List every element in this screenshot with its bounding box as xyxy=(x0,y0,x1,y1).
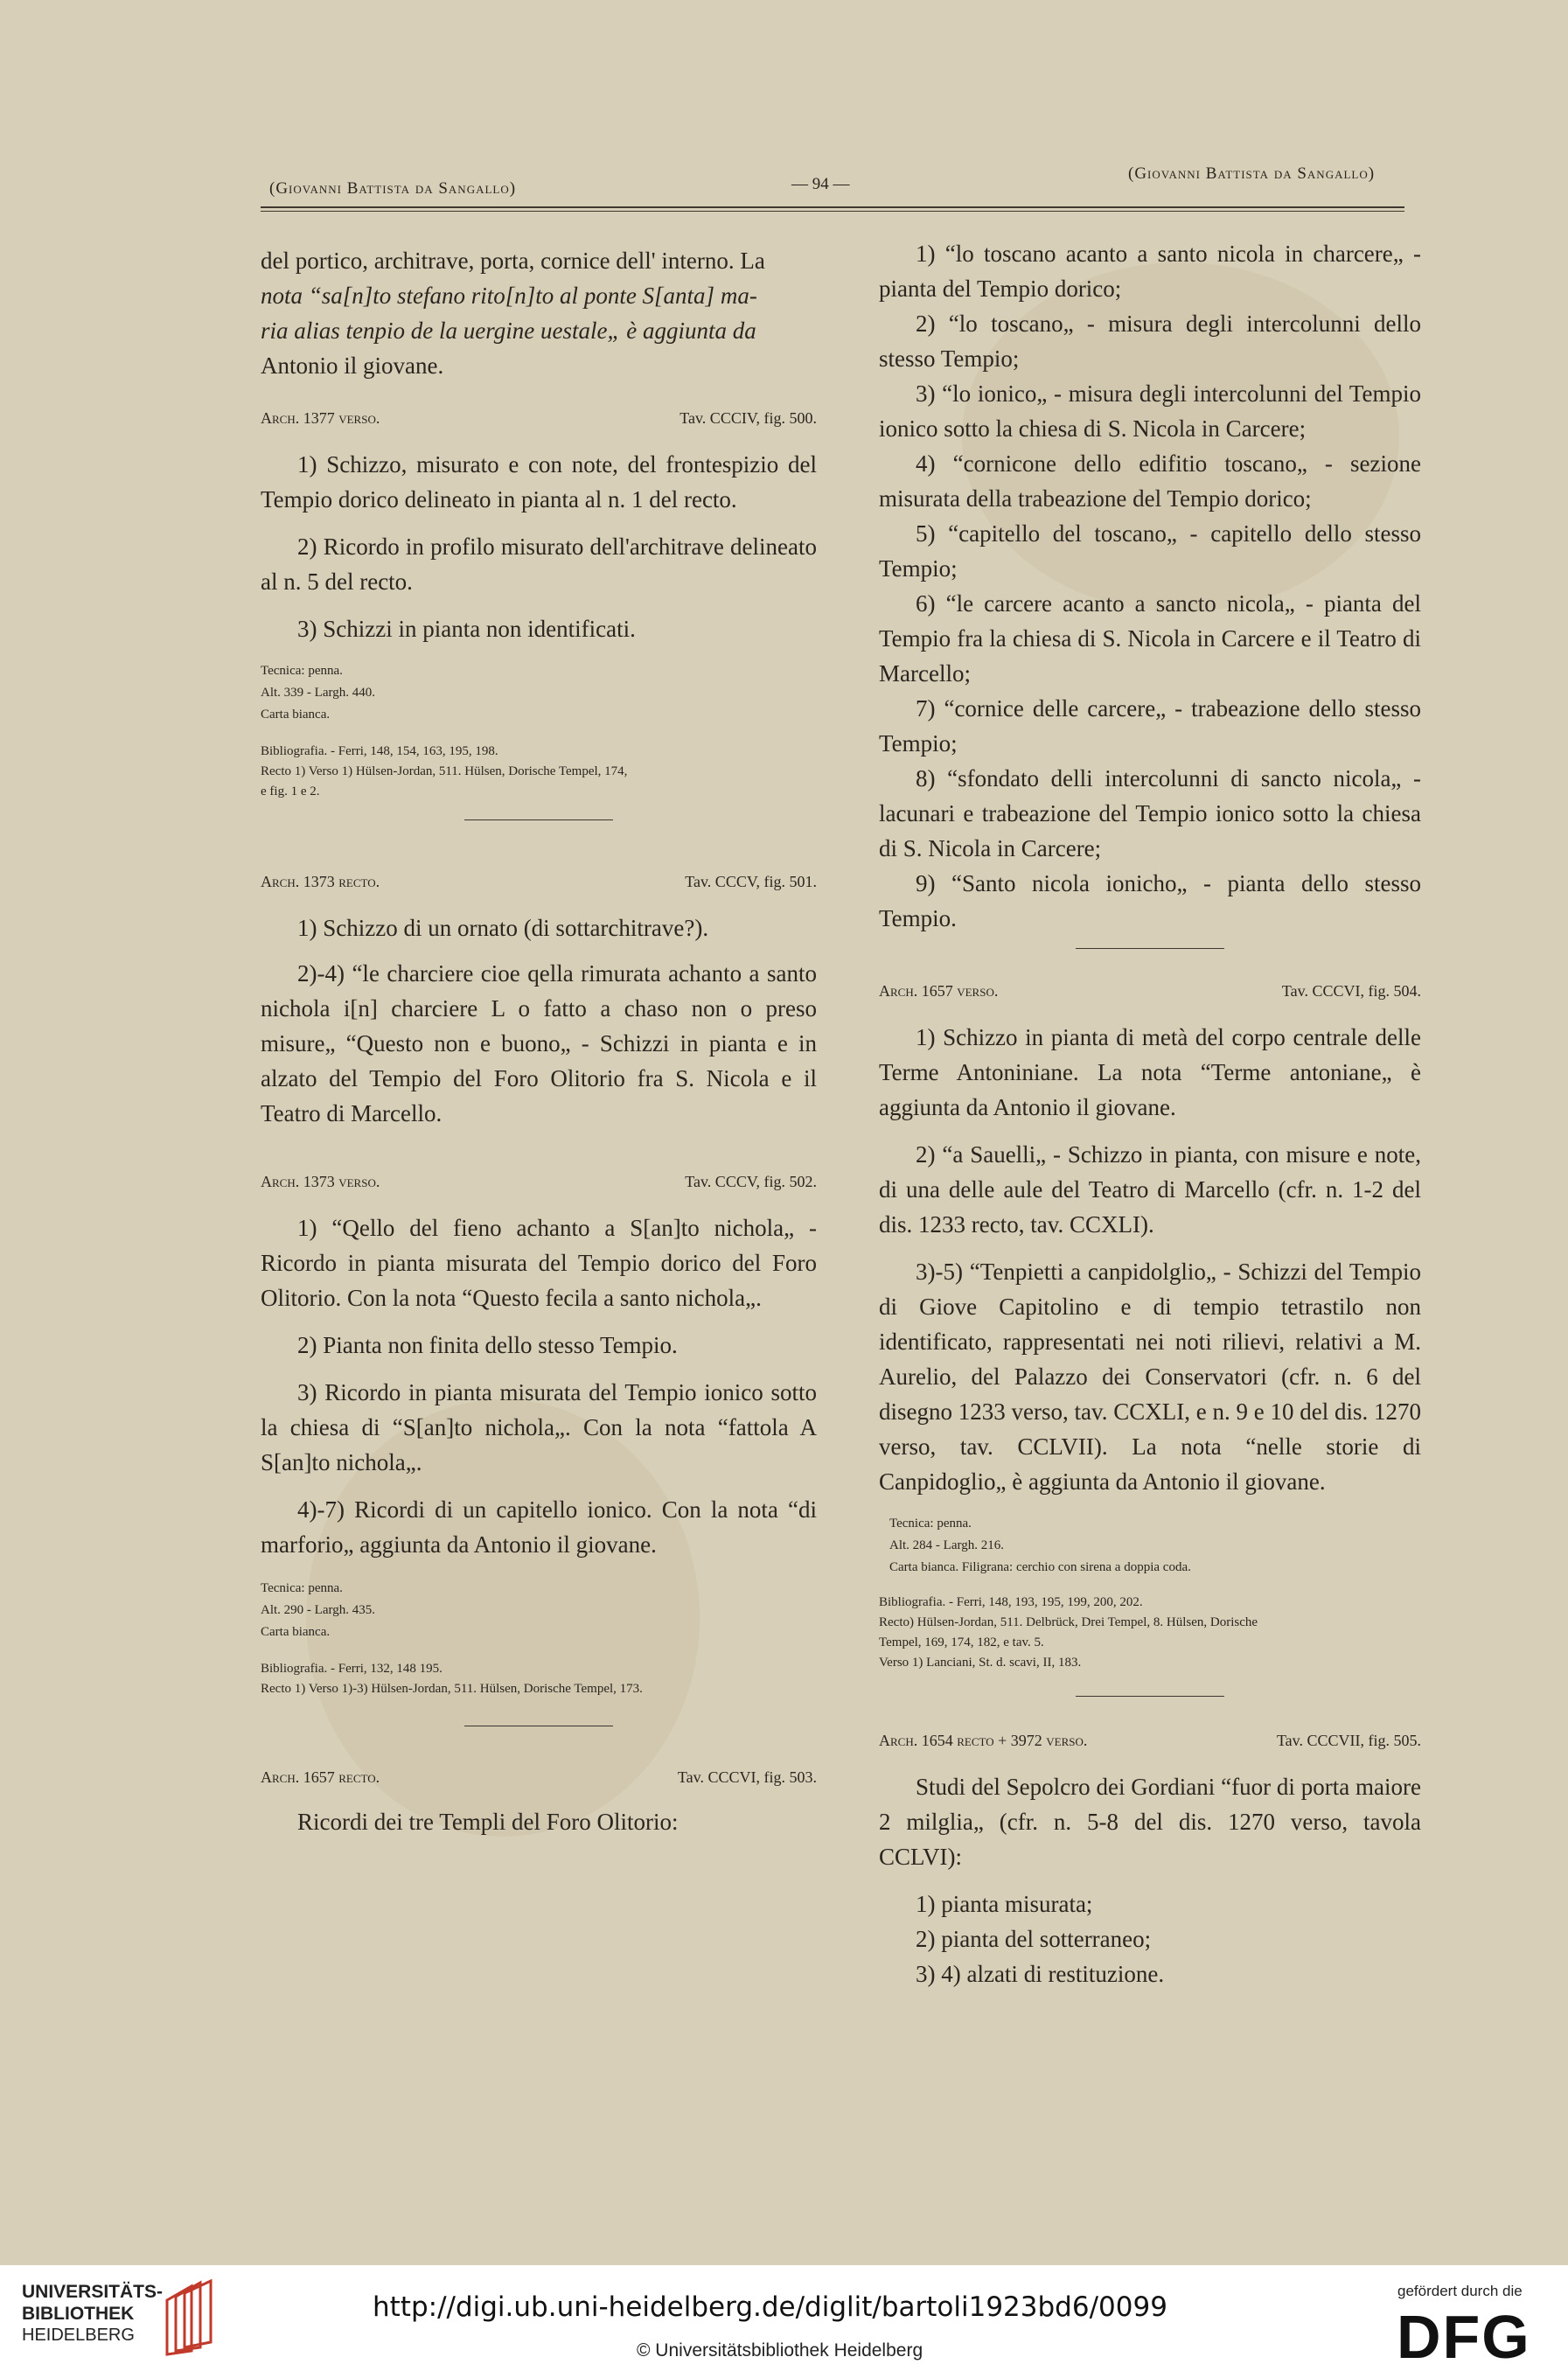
book-logo-icon xyxy=(162,2279,216,2358)
dimensions: Alt. 284 - Largh. 216. xyxy=(889,1538,1004,1552)
archive-ref: Arch. 1373 verso. xyxy=(261,1173,380,1190)
item: 5) “capitello del toscano„ - capitello dello stesso Tempio; xyxy=(879,520,1421,582)
left-column xyxy=(261,243,817,1839)
intro: Studi del Sepolcro dei Gordiani “fuor di porta maiore 2 milglia„ (cfr. n. 5-8 del dis. 1270 verso, tavola CCLVI): xyxy=(879,1774,1421,1870)
item: 1) Schizzo in pianta di metà del corpo centrale delle Terme Antoniniane. La nota “Terme antoniane„ è aggiunta da Antonio il giovane. xyxy=(879,1024,1421,1120)
section-header-504 xyxy=(879,982,1421,1001)
section-header-505 xyxy=(879,1732,1421,1750)
running-header-right: (Giovanni Battista da Sangallo) xyxy=(1128,164,1376,183)
archive-ref: Arch. 1657 recto. xyxy=(261,1768,380,1786)
item: 4) “cornicone dello edifitio toscano„ - sezione misurata della trabeazione del Tempio dorico; xyxy=(879,450,1421,512)
section-header-500 xyxy=(261,409,817,428)
item: 4)-7) Ricordi di un capitello ionico. Con la nota “di marforio„ aggiunta da Antonio il giovane. xyxy=(261,1496,817,1558)
technique: Tecnica: penna. xyxy=(261,664,343,678)
item: 3) Ricordo in pianta misurata del Tempio ionico sotto la chiesa di “S[an]to nichola„. Con la nota “fattola A S[an]to nichola„. xyxy=(261,1379,817,1475)
plate-ref: Tav. CCCVI, fig. 504. xyxy=(1281,982,1421,1000)
archive-ref: Arch. 1657 verso. xyxy=(879,982,999,1000)
bibliography: Bibliografia. - Ferri, 148, 154, 163, 195, 198. xyxy=(261,744,498,758)
item: 2) Pianta non finita dello stesso Tempio. xyxy=(297,1332,678,1358)
item: 2) Ricordo in profilo misurato dell'architrave delineato al n. 5 del recto. xyxy=(261,533,817,595)
plate-ref: Tav. CCCIV, fig. 500. xyxy=(679,409,817,427)
bibliography: Bibliografia. - Ferri, 132, 148 195. xyxy=(261,1662,443,1676)
intro-line: del portico, architrave, porta, cornice dell' interno. La xyxy=(261,248,765,274)
bibliography: e fig. 1 e 2. xyxy=(261,785,320,798)
bibliography: Bibliografia. - Ferri, 148, 193, 195, 199, 200, 202. xyxy=(879,1595,1143,1609)
library-name: UNIVERSITÄTS- xyxy=(22,2282,164,2302)
bibliography: Recto) Hülsen-Jordan, 511. Delbrück, Drei Tempel, 8. Hülsen, Dorische xyxy=(879,1615,1258,1629)
item: 1) Schizzo, misurato e con note, del frontespizio del Tempio dorico delineato in pianta al n. 1 del recto. xyxy=(261,451,817,513)
dimensions: Alt. 339 - Largh. 440. xyxy=(261,686,375,700)
item: 2)-4) “le charciere cioe qella rimurata achanto a santo nichola i[n] charciere L o fatto a chaso non o preso misure„ “Questo non e buono„ - Schizzi in pianta e in alzato del Tempio del Foro Olitorio fra S. Nicola e il Teatro di Marcello. xyxy=(261,960,817,1126)
item: 2) “a Sauelli„ - Schizzo in pianta, con misure e note, di una delle aule del Teatro di Marcello (cfr. n. 1-2 del dis. 1233 recto, tav. CCXLI). xyxy=(879,1141,1421,1238)
paper: Carta bianca. xyxy=(261,1625,331,1639)
dfg-logo[interactable]: DFG xyxy=(1397,2303,1531,2371)
item: 7) “cornice delle carcere„ - trabeazione dello stesso Tempio; xyxy=(879,695,1421,757)
item: 8) “sfondato delli intercolunni di sancto nicola„ - lacunari e trabeazione del Tempio ionico sotto la chiesa di S. Nicola in Carcere; xyxy=(879,765,1421,861)
archive-ref: Arch. 1373 recto. xyxy=(261,873,380,890)
item: 3) 4) alzati di restituzione. xyxy=(916,1961,1165,1987)
item: 3) Schizzi in pianta non identificati. xyxy=(297,616,636,642)
library-city: HEIDELBERG xyxy=(22,2326,135,2345)
bibliography: Verso 1) Lanciani, St. d. scavi, II, 183. xyxy=(879,1656,1082,1670)
technique: Tecnica: penna. xyxy=(261,1581,343,1595)
plate-ref: Tav. CCCVI, fig. 503. xyxy=(677,1768,817,1786)
bibliography: Tempel, 169, 174, 182, e tav. 5. xyxy=(879,1635,1044,1649)
header-rule xyxy=(261,206,1404,208)
section-header-503 xyxy=(261,1768,817,1787)
intro-line: nota “sa[n]to stefano rito[n]to al ponte S[anta] ma- xyxy=(261,282,757,309)
funding-note: gefördert durch die xyxy=(1397,2283,1523,2299)
bibliography: Recto 1) Verso 1) Hülsen-Jordan, 511. Hülsen, Dorische Tempel, 174, xyxy=(261,764,628,778)
page-number: — 94 — xyxy=(791,175,850,193)
copyright: © Universitätsbibliothek Heidelberg xyxy=(637,2340,923,2361)
item: 1) pianta misurata; xyxy=(916,1891,1093,1917)
dimensions: Alt. 290 - Largh. 435. xyxy=(261,1603,375,1617)
item: 1) Schizzo di un ornato (di sottarchitrave?). xyxy=(297,915,709,941)
plate-ref: Tav. CCCVII, fig. 505. xyxy=(1276,1732,1421,1749)
plate-ref: Tav. CCCV, fig. 501. xyxy=(685,873,817,890)
section-header-501 xyxy=(261,873,817,891)
paper: Carta bianca. xyxy=(261,708,331,722)
library-logo[interactable] xyxy=(22,2281,163,2347)
item: 1) “lo toscano acanto a santo nicola in charcere„ - pianta del Tempio dorico; xyxy=(879,241,1421,302)
item: 6) “le carcere acanto a sancto nicola„ - pianta del Tempio fra la chiesa di S. Nicola in Carcere e il Teatro di Marcello; xyxy=(879,590,1421,687)
plate-ref: Tav. CCCV, fig. 502. xyxy=(685,1173,817,1190)
technique: Tecnica: penna. xyxy=(889,1517,972,1531)
permalink-url[interactable]: http://digi.ub.uni-heidelberg.de/diglit/bartoli1923bd6/0099 xyxy=(373,2291,1167,2323)
running-header-left: (Giovanni Battista da Sangallo) xyxy=(269,179,517,198)
item: 3) “lo ionico„ - misura degli intercolunni del Tempio ionico sotto la chiesa di S. Nicola in Carcere; xyxy=(879,380,1421,442)
library-name: BIBLIOTHEK xyxy=(22,2304,135,2324)
paper: Carta bianca. Filigrana: cerchio con sirena a doppia coda. xyxy=(889,1560,1191,1574)
item: 3)-5) “Tenpietti a canpidolglio„ - Schizzi del Tempio di Giove Capitolino e di tempio tetrastilo non identificato, rappresentati nei noti rilievi, relativi a M. Aurelio, del Palazzo dei Conservatori (cfr. n. 6 del disegno 1233 verso, tav. CCXLI, e n. 9 e 10 del dis. 1270 verso, tav. CCLVII). La nota “nelle storie di Canpidoglio„ è aggiunta da Antonio il giovane. xyxy=(879,1259,1421,1495)
intro-line: ria alias tenpio de la uergine uestale„ è aggiunta da xyxy=(261,317,756,344)
item: 9) “Santo nicola ionicho„ - pianta dello stesso Tempio. xyxy=(879,870,1421,931)
archive-ref: Arch. 1654 recto + 3972 verso. xyxy=(879,1732,1088,1749)
item: 2) pianta del sotterraneo; xyxy=(916,1926,1152,1952)
intro-line: Antonio il giovane. xyxy=(261,352,444,379)
item: 2) “lo toscano„ - misura degli intercolunni dello stesso Tempio; xyxy=(879,310,1421,372)
bibliography: Recto 1) Verso 1)-3) Hülsen-Jordan, 511. Hülsen, Dorische Tempel, 173. xyxy=(261,1682,643,1696)
header-rule-thin xyxy=(261,211,1404,212)
item: 1) “Qello del fieno achanto a S[an]to nichola„ - Ricordo in pianta misurata del Tempio dorico del Foro Olitorio. Con la nota “Questo fecila a santo nichola„. xyxy=(261,1215,817,1311)
section-header-502 xyxy=(261,1173,817,1191)
right-column xyxy=(879,236,1421,1991)
item: Ricordi dei tre Templi del Foro Olitorio: xyxy=(297,1809,679,1835)
archive-ref: Arch. 1377 verso. xyxy=(261,409,380,427)
